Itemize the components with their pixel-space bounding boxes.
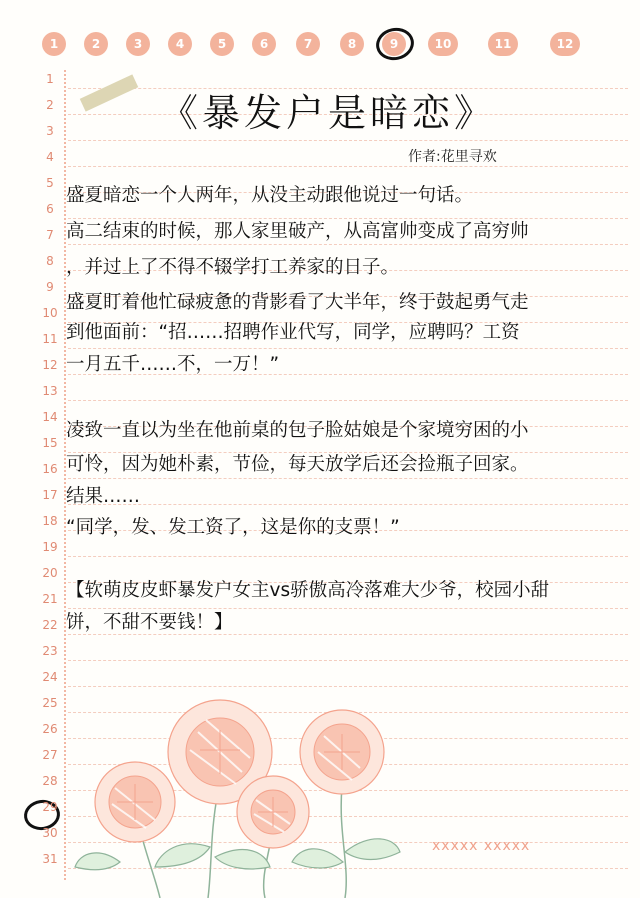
text-line: 盛夏暗恋一个人两年，从没主动跟他说过一句话。 bbox=[66, 185, 474, 206]
line-number: 20 bbox=[42, 566, 58, 580]
line-number: 25 bbox=[42, 696, 58, 710]
author-line: 作者:花里寻欢 bbox=[408, 149, 497, 165]
line-number: 15 bbox=[42, 436, 58, 450]
line-number: 8 bbox=[46, 254, 54, 268]
line-number: 17 bbox=[42, 488, 58, 502]
ruled-line bbox=[68, 400, 628, 401]
text-line: 饼，不甜不要钱！】 bbox=[66, 612, 233, 633]
line-number: 14 bbox=[42, 410, 58, 424]
line-number: 2 bbox=[46, 98, 54, 112]
top-number: 2 bbox=[84, 32, 108, 56]
line-number: 10 bbox=[42, 306, 58, 320]
ruled-line bbox=[68, 608, 628, 609]
top-number: 8 bbox=[340, 32, 364, 56]
top-number: 10 bbox=[428, 32, 458, 56]
ruled-line bbox=[68, 556, 628, 557]
top-number: 9 bbox=[382, 32, 406, 56]
text-line: 高二结束的时候，那人家里破产，从高富帅变成了高穷帅 bbox=[66, 221, 529, 242]
ruled-line bbox=[68, 660, 628, 661]
line-number: 5 bbox=[46, 176, 54, 190]
line-number: 1 bbox=[46, 72, 54, 86]
sunflower-illustration bbox=[60, 672, 440, 898]
ruled-line bbox=[68, 478, 628, 479]
line-number: 23 bbox=[42, 644, 58, 658]
cross-stitch-decoration: xxxxx xxxxx bbox=[432, 838, 531, 854]
ruled-line bbox=[68, 348, 628, 349]
line-number: 24 bbox=[42, 670, 58, 684]
text-line: “同学，发、发工资了，这是你的支票！” bbox=[66, 517, 400, 538]
line-number: 26 bbox=[42, 722, 58, 736]
top-number: 12 bbox=[550, 32, 580, 56]
line-number: 18 bbox=[42, 514, 58, 528]
text-line: ，并过上了不得不辍学打工养家的日子。 bbox=[66, 257, 400, 278]
page-title: 《暴发户是暗恋》 bbox=[160, 91, 497, 135]
top-number: 1 bbox=[42, 32, 66, 56]
top-number: 11 bbox=[488, 32, 518, 56]
line-number: 16 bbox=[42, 462, 58, 476]
top-number-row bbox=[0, 28, 640, 60]
text-line: 盛夏盯着他忙碌疲惫的背影看了大半年，终于鼓起勇气走 bbox=[66, 292, 529, 313]
ruled-line bbox=[68, 166, 628, 167]
line-number: 19 bbox=[42, 540, 58, 554]
line-number: 30 bbox=[42, 826, 58, 840]
line-number: 28 bbox=[42, 774, 58, 788]
top-number: 7 bbox=[296, 32, 320, 56]
line-number: 9 bbox=[46, 280, 54, 294]
line-number: 11 bbox=[42, 332, 58, 346]
line-number: 7 bbox=[46, 228, 54, 242]
washi-tape bbox=[80, 74, 138, 111]
line-number: 29 bbox=[42, 800, 58, 814]
text-line: 可怜，因为她朴素，节俭，每天放学后还会捡瓶子回家。 bbox=[66, 454, 529, 475]
text-line: 结果…… bbox=[66, 486, 141, 507]
line-number: 31 bbox=[42, 852, 58, 866]
line-number: 12 bbox=[42, 358, 58, 372]
top-number: 5 bbox=[210, 32, 234, 56]
text-line: 一月五千……不，一万！” bbox=[66, 354, 280, 375]
line-number: 6 bbox=[46, 202, 54, 216]
line-number: 13 bbox=[42, 384, 58, 398]
text-line: 凌致一直以为坐在他前桌的包子脸姑娘是个家境穷困的小 bbox=[66, 420, 529, 441]
line-number: 4 bbox=[46, 150, 54, 164]
top-number: 6 bbox=[252, 32, 276, 56]
line-number: 3 bbox=[46, 124, 54, 138]
text-line: 【软萌皮皮虾暴发户女主vs骄傲高冷落难大少爷，校园小甜 bbox=[66, 580, 550, 601]
line-number: 21 bbox=[42, 592, 58, 606]
top-number: 4 bbox=[168, 32, 192, 56]
ruled-line bbox=[68, 140, 628, 141]
line-number: 22 bbox=[42, 618, 58, 632]
line-number: 27 bbox=[42, 748, 58, 762]
text-line: 到他面前：“招……招聘作业代写，同学，应聘吗？工资 bbox=[66, 322, 520, 343]
top-number: 3 bbox=[126, 32, 150, 56]
